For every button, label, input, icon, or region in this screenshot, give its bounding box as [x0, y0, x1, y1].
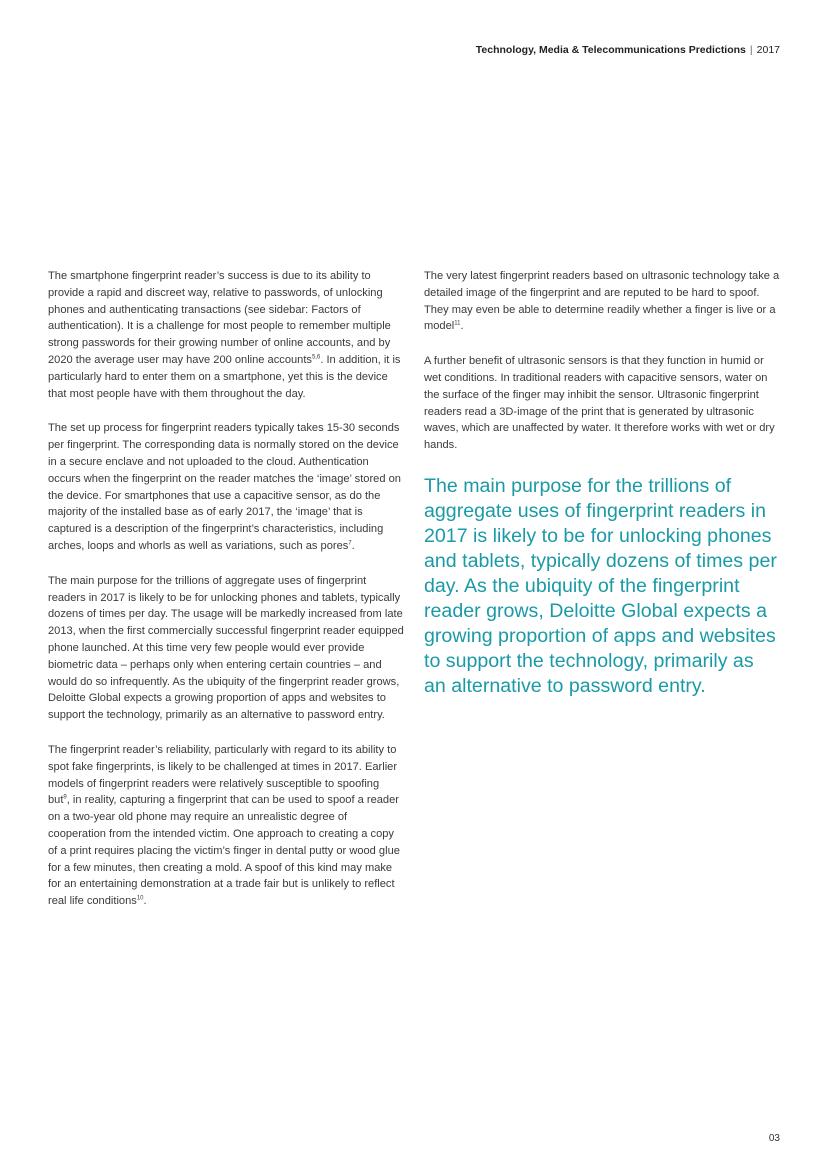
- paragraph-ultrasonic-benefit: A further benefit of ultrasonic sensors is that they function in humid or wet conditions. In traditional readers with capacitive sensors, water on the surface of the finger may inhibit the sensor. Ultrasonic fingerprint readers read a 3D-image of the print that is generated by ultrasonic waves, which are unaffected by water. It therefore works with wet or dry hands.: [424, 355, 775, 452]
- paragraph-text: The fingerprint reader’s reliability, particularly with regard to its ability to spot fake fingerprints, is likely to be challenged at times in 2017. Earlier models of fingerprint readers were relatively susceptible to spoofing but: [48, 743, 398, 807]
- header-separator: |: [749, 44, 753, 56]
- paragraph-text: The very latest fingerprint readers based on ultrasonic technology take a detailed image of the fingerprint and are reputed to be hard to spoof. They may even be able to determine readily whether a finger is live or a model: [424, 270, 780, 333]
- footnote-ref: 10: [136, 895, 144, 902]
- pull-quote: The main purpose for the trillions of aggregate uses of fingerprint readers in 2017 is likely to be for unlocking phones and tablets, typically dozens of times per day. As the ubiquity of the fingerprint reader grows, Deloitte Global expects a growing proportion of apps and websites to support the technology, primarily as an alternative to password entry.: [424, 474, 777, 697]
- paragraph-text: .: [351, 539, 355, 552]
- paragraph-text: .: [460, 320, 464, 333]
- paragraph-text: .: [143, 895, 147, 908]
- left-column: [48, 268, 404, 928]
- running-header: [476, 44, 780, 56]
- paragraph-text: The set up process for fingerprint readers typically takes 15-30 seconds per fingerprint. The corresponding data is normally stored on the device in a secure enclave and not uploaded to the cloud. Authentication occurs when the fingerprint on the reader matches the ‘image’ stored on the device. For smartphones that use a capacitive sensor, as do the majority of the installed base as of early 2017, the ‘image’ that is captured is a description of the fingerprint’s characteristics, including arches, loops and whorls as well as variations, such as pores: [48, 422, 401, 552]
- footnote-ref: 11: [454, 320, 461, 327]
- paragraph-text: . In addition, it is particularly hard to enter them on a smartphone, yet this is the device that most people have with them throughout the day.: [48, 353, 401, 400]
- footnote-ref: 5,6: [311, 354, 321, 361]
- paragraph-setup: [48, 420, 404, 554]
- paragraph-success: [48, 268, 404, 402]
- paragraph-text: The smartphone fingerprint reader’s success is due to its ability to provide a rapid and discreet way, relative to passwords, of unlocking phones and authenticating transactions (see sidebar: Factors of authentication). It is a challenge for most people to remember multiple strong passwords for their growing number of online accounts, and by 2020 the average user may have 200 online accounts: [48, 270, 391, 366]
- report-title: Technology, Media & Telecommunications Predictions: [475, 44, 746, 56]
- paragraph-text: , in reality, capturing a fingerprint that can be used to spoof a reader on a two-year old phone may require an unrealistic degree of cooperation from the intended victim. One approach to creating a copy of a print requires placing the victim’s finger in dental putty or wood glue for a few minutes, then creating a mold. A spoof of this kind may make for an entertaining demonstration at a trade fair but is unlikely to reflect real life conditions: [48, 794, 400, 908]
- page-number: 03: [768, 1133, 780, 1144]
- paragraph-ultrasonic: [424, 268, 780, 335]
- report-year: 2017: [756, 44, 780, 56]
- right-column: [424, 268, 780, 699]
- footnote-ref: 7: [348, 540, 352, 547]
- paragraph-reliability: [48, 742, 404, 910]
- footnote-ref: 9: [63, 794, 67, 801]
- paragraph-main-purpose: The main purpose for the trillions of aggregate uses of fingerprint readers in 2017 is likely to be for unlocking phones and tablets, typically dozens of times per day. The usage will be markedly increased from late 2013, when the first commercially successful fingerprint reader equipped phone launched. At this time very few people would ever provide biometric data – perhaps only when entering certain countries – and would do so infrequently. As the ubiquity of the fingerprint reader grows, Deloitte Global expects a growing proportion of apps and websites to support the technology, primarily as an alternative to password entry.: [48, 574, 404, 722]
